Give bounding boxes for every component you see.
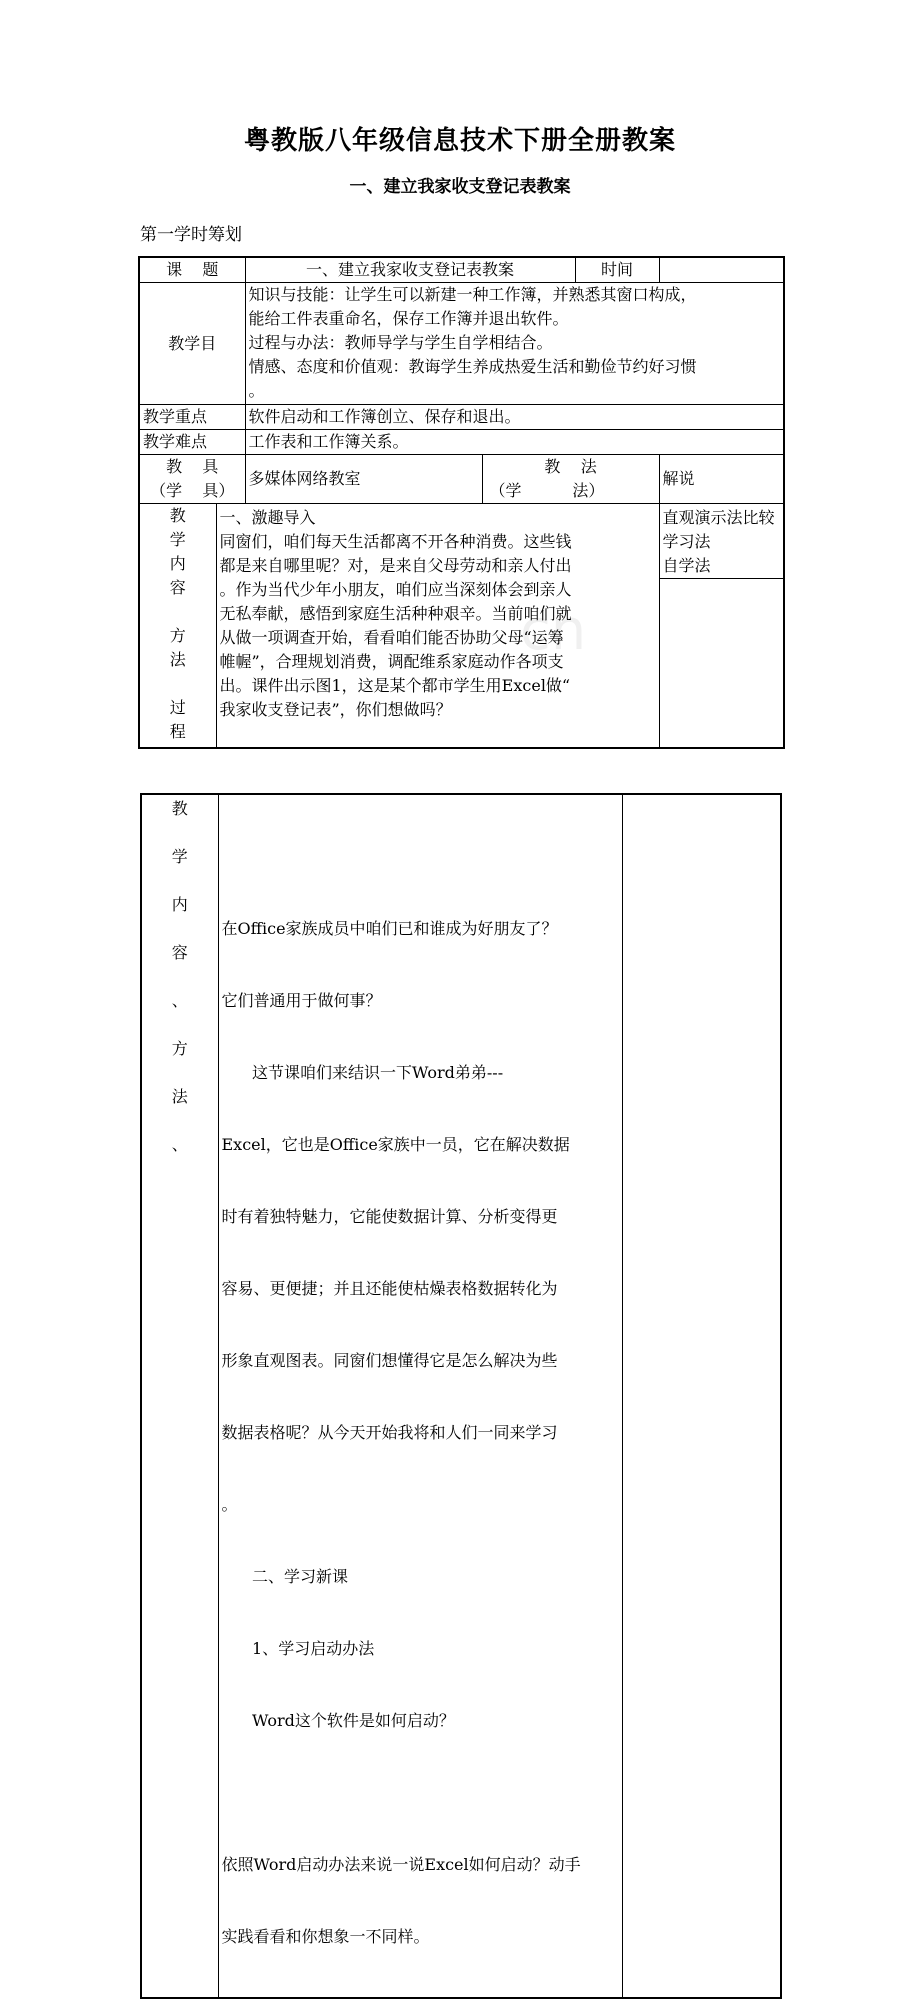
method-label-line: （学 法） (489, 481, 605, 500)
content-text (218, 794, 622, 1998)
row-topic (139, 257, 784, 283)
content-line: 出。课件出示图1，这是某个都市学生用Excel做“ (219, 676, 571, 695)
content-line: 同窗们，咱们每天生活都离不开各种消费。这些钱 (219, 532, 572, 551)
vertical-char: 法 (171, 1087, 188, 1106)
vertical-char: 学 (169, 530, 186, 549)
content-methods (659, 504, 784, 748)
content-line: 依照Word启动办法来说一说Excel如何启动？动手 (221, 1855, 581, 1874)
section-label: 第一学时筹划 (140, 225, 242, 245)
objectives-text (245, 283, 784, 405)
vertical-char: 、 (171, 991, 188, 1010)
vertical-char (145, 1013, 215, 1037)
topic-label: 课 题 (139, 257, 245, 283)
topic-value: 一、建立我家收支登记表教案 (245, 257, 575, 283)
key-points-value: 软件启动和工作簿创立、保存和退出。 (245, 405, 784, 430)
lesson-title: 一、建立我家收支登记表教案 (349, 177, 571, 197)
vertical-char: 法 (169, 650, 186, 669)
tools-value: 多媒体网络教室 (245, 455, 482, 504)
vertical-char: 教 (169, 506, 186, 525)
vertical-char (145, 917, 215, 941)
content-line: 这节课咱们来结识一下Word弟弟--- (221, 1063, 504, 1082)
row-content-continued (141, 794, 781, 1998)
row-objectives (139, 283, 784, 405)
time-label: 时间 (575, 257, 659, 283)
content-line: 实践看看和你想象一不同样。 (221, 1927, 430, 1946)
vertical-char (145, 1061, 215, 1085)
vertical-char (145, 1109, 215, 1133)
tools-label-line: 教 具 (166, 457, 219, 476)
vertical-char: 、 (171, 1135, 188, 1154)
row-difficulties (139, 430, 784, 455)
method-value: 解说 (659, 455, 784, 504)
content-line: 容易、更便捷；并且还能使枯燥表格数据转化为 (221, 1279, 558, 1298)
row-key-points (139, 405, 784, 430)
content-line: 都是来自哪里呢？对，是来自父母劳动和亲人付出 (219, 556, 572, 575)
content-line: 在Office家族成员中咱们已和谁成为好朋友了？ (221, 919, 558, 938)
tools-label-line: （学 具） (150, 481, 235, 500)
objectives-line: 知识与技能：让学生可以新建一种工作簿，并熟悉其窗口构成， (248, 285, 697, 304)
content-line: 一、激趣导入 (219, 508, 316, 527)
row-tools (139, 455, 784, 504)
key-points-label: 教学重点 (139, 405, 245, 430)
objectives-line: 情感、态度和价值观：教诲学生养成热爱生活和勤俭节约好习惯 (248, 357, 697, 376)
vertical-char: 内 (171, 895, 188, 914)
objectives-line: 能给工件表重命名，保存工作簿并退出软件。 (248, 309, 569, 328)
methods-line: 学习法 (662, 532, 711, 551)
methods-line: 自学法 (662, 556, 711, 575)
lesson-plan-table-2 (140, 793, 782, 1999)
vertical-char: 程 (169, 722, 186, 741)
content-methods (622, 794, 781, 1998)
content-line: 时有着独特魅力，它能使数据计算、分析变得更 (221, 1207, 558, 1226)
content-line: Excel，它也是Office家族中一员，它在解决数据 (221, 1135, 570, 1154)
vertical-char: 容 (171, 943, 188, 962)
row-content (139, 504, 784, 748)
document-title: 粤教版八年级信息技术下册全册教案 (243, 126, 676, 156)
tools-label (139, 455, 245, 504)
content-vertical-label (141, 794, 218, 1998)
content-text (216, 504, 659, 748)
vertical-char: 教 (171, 799, 188, 818)
vertical-char (145, 965, 215, 989)
methods-list (660, 504, 784, 579)
content-line: 形象直观图表。同窗们想懂得它是怎么解决为些 (221, 1351, 558, 1370)
method-label-line: 教 法 (544, 457, 597, 476)
difficulties-label: 教学难点 (139, 430, 245, 455)
content-line (222, 845, 619, 869)
content-line: 无私奉献，感悟到家庭生活种种艰辛。当前咱们就 (219, 604, 572, 623)
content-line: 它们普通用于做何事？ (221, 991, 382, 1010)
watermark: cn (520, 598, 587, 663)
content-line: 我家收支登记表”，你们想做吗？ (219, 700, 452, 719)
objectives-label: 教学目 (139, 283, 245, 405)
vertical-char (143, 672, 213, 696)
vertical-char: 过 (169, 698, 186, 717)
vertical-char: 方 (171, 1039, 188, 1058)
content-line: Word这个软件是如何启动？ (221, 1711, 455, 1730)
content-line (222, 1781, 619, 1805)
content-vertical-label (139, 504, 216, 748)
vertical-char (145, 821, 215, 845)
content-line: 1、学习启动办法 (221, 1639, 375, 1658)
difficulties-value: 工作表和工作簿关系。 (245, 430, 784, 455)
objectives-line: 过程与办法：教师导学与学生自学相结合。 (248, 333, 553, 352)
content-line: 帷幄”，合理规划消费，调配维系家庭动作各项支 (219, 652, 564, 671)
content-line: 。作为当代少年小朋友，咱们应当深刻体会到亲人 (219, 580, 572, 599)
content-line: 从做一项调查开始，看看咱们能否协助父母“运筹 (219, 628, 564, 647)
vertical-char: 方 (169, 626, 186, 645)
content-line: 二、学习新课 (221, 1567, 349, 1586)
vertical-char (143, 600, 213, 624)
content-line: 数据表格呢？从今天开始我将和人们一同来学习 (221, 1423, 558, 1442)
vertical-char: 学 (171, 847, 188, 866)
vertical-char: 内 (169, 554, 186, 573)
vertical-char (145, 869, 215, 893)
time-value (659, 257, 784, 283)
methods-line: 直观演示法比较 (662, 508, 775, 527)
content-line: 。 (221, 1495, 238, 1514)
method-label (482, 455, 659, 504)
lesson-plan-table-1 (138, 256, 785, 749)
objectives-line: 。 (248, 381, 265, 400)
vertical-char: 容 (169, 578, 186, 597)
